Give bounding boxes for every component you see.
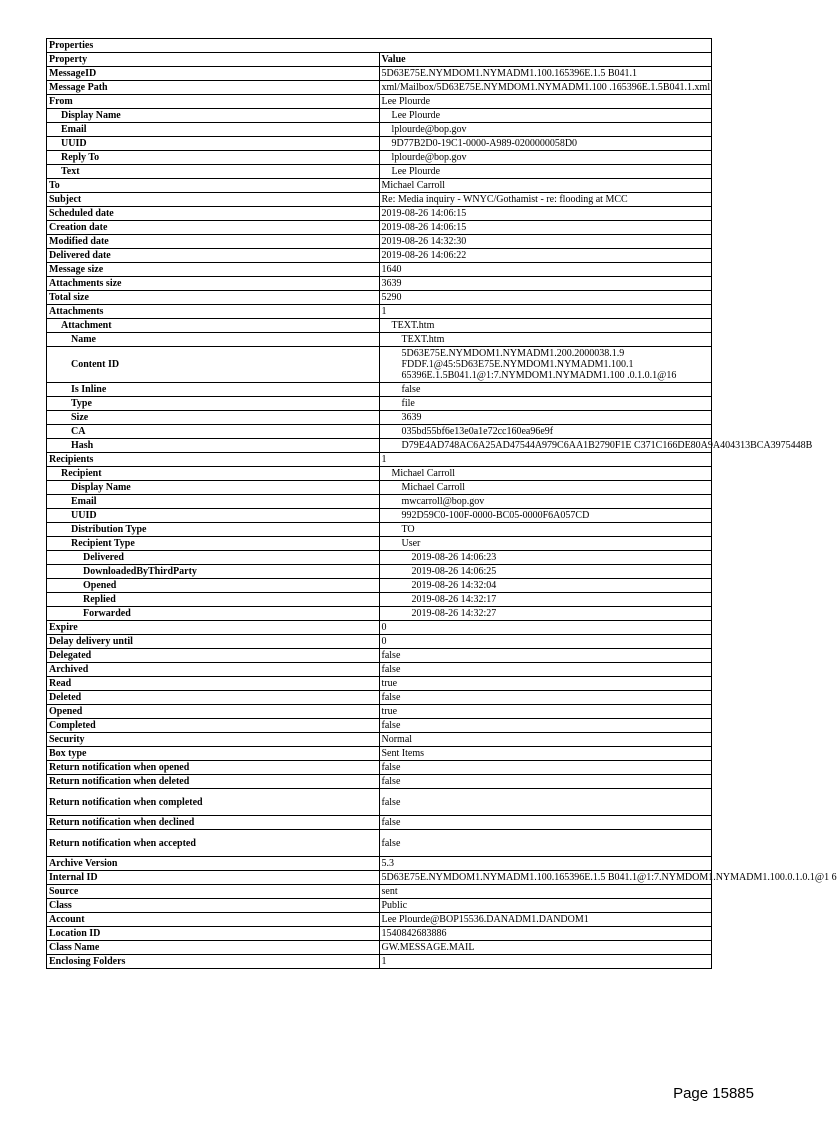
properties-table-body	[47, 39, 837, 969]
property-value: 035bd55bf6e13e0a1e72cc160ea96e9f	[379, 425, 712, 439]
table-row	[47, 411, 712, 425]
table-row	[47, 551, 712, 565]
property-value: mwcarroll@bop.gov	[379, 495, 712, 509]
table-row	[47, 565, 712, 579]
property-name: Display Name	[47, 481, 380, 495]
property-name: Delay delivery until	[47, 635, 380, 649]
table-row	[47, 761, 712, 775]
table-row	[47, 95, 712, 109]
table-row	[47, 913, 712, 927]
property-value: 0	[379, 635, 712, 649]
property-value: 2019-08-26 14:32:30	[379, 235, 712, 249]
table-title-row	[47, 39, 712, 53]
property-name: Total size	[47, 291, 380, 305]
property-name: Delivered date	[47, 249, 380, 263]
property-name: Security	[47, 733, 380, 747]
property-name: Read	[47, 677, 380, 691]
property-name: Modified date	[47, 235, 380, 249]
property-name: Archived	[47, 663, 380, 677]
property-name: Expire	[47, 621, 380, 635]
property-value: 3639	[379, 411, 712, 425]
property-name: CA	[47, 425, 380, 439]
table-row	[47, 649, 712, 663]
property-value: 2019-08-26 14:06:15	[379, 221, 712, 235]
property-value: xml/Mailbox/5D63E75E.NYMDOM1.NYMADM1.100 .165396E.1.5B041.1.xml	[379, 81, 712, 95]
property-value: true	[379, 677, 712, 691]
table-row	[47, 705, 712, 719]
property-value: lplourde@bop.gov	[379, 123, 712, 137]
property-value: Lee Plourde@BOP15536.DANADM1.DANDOM1	[379, 913, 712, 927]
column-header-property: Property	[47, 53, 380, 67]
property-name: Delegated	[47, 649, 380, 663]
table-row	[47, 193, 712, 207]
table-row	[47, 607, 712, 621]
property-name: Distribution Type	[47, 523, 380, 537]
property-value: Michael Carroll	[379, 179, 712, 193]
property-value: 1	[379, 955, 712, 969]
property-name: Email	[47, 495, 380, 509]
table-row	[47, 137, 712, 151]
property-name: Class Name	[47, 941, 380, 955]
property-name: Deleted	[47, 691, 380, 705]
table-row	[47, 165, 712, 179]
property-name: Return notification when opened	[47, 761, 380, 775]
table-row	[47, 579, 712, 593]
property-name: Recipient Type	[47, 537, 380, 551]
property-value: 1640	[379, 263, 712, 277]
property-name: Type	[47, 397, 380, 411]
property-value: 1	[379, 305, 712, 319]
table-row	[47, 523, 712, 537]
table-row	[47, 691, 712, 705]
property-name: UUID	[47, 137, 380, 151]
property-name: Opened	[47, 705, 380, 719]
property-value: false	[379, 649, 712, 663]
table-row	[47, 333, 712, 347]
property-value: 1	[379, 453, 712, 467]
property-value: Public	[379, 899, 712, 913]
property-name: Hash	[47, 439, 380, 453]
property-value: 2019-08-26 14:06:25	[379, 565, 712, 579]
table-row	[47, 635, 712, 649]
property-value: false	[379, 775, 712, 789]
property-name: Completed	[47, 719, 380, 733]
property-value: 1540842683886	[379, 927, 712, 941]
property-value: TEXT.htm	[379, 333, 712, 347]
property-value: 2019-08-26 14:06:23	[379, 551, 712, 565]
property-name: Content ID	[47, 347, 380, 383]
property-name: Name	[47, 333, 380, 347]
table-row	[47, 871, 712, 885]
property-value: false	[379, 663, 712, 677]
property-value: 5290	[379, 291, 712, 305]
property-value: 0	[379, 621, 712, 635]
table-row	[47, 235, 712, 249]
property-name: Class	[47, 899, 380, 913]
property-value: 2019-08-26 14:32:17	[379, 593, 712, 607]
property-value: 2019-08-26 14:06:15	[379, 207, 712, 221]
property-name: Box type	[47, 747, 380, 761]
property-name: DownloadedByThirdParty	[47, 565, 380, 579]
table-row	[47, 495, 712, 509]
property-value: 5.3	[379, 857, 712, 871]
table-row	[47, 927, 712, 941]
table-row	[47, 151, 712, 165]
property-value: Re: Media inquiry - WNYC/Gothamist - re: flooding at MCC	[379, 193, 712, 207]
table-row	[47, 319, 712, 333]
property-name: Attachment	[47, 319, 380, 333]
table-row	[47, 277, 712, 291]
table-row	[47, 453, 712, 467]
table-row	[47, 67, 712, 81]
property-value: true	[379, 705, 712, 719]
table-row	[47, 941, 712, 955]
table-row	[47, 593, 712, 607]
property-name: Email	[47, 123, 380, 137]
property-value: 2019-08-26 14:32:04	[379, 579, 712, 593]
property-value: Normal	[379, 733, 712, 747]
property-value: false	[379, 830, 712, 857]
property-name: Reply To	[47, 151, 380, 165]
property-name: Scheduled date	[47, 207, 380, 221]
table-row	[47, 899, 712, 913]
table-row	[47, 263, 712, 277]
property-value: 5D63E75E.NYMDOM1.NYMADM1.100.165396E.1.5 B041.1@1:7.NYMDOM1.NYMADM1.100.0.1.0.1@1 6	[379, 871, 712, 885]
table-row	[47, 221, 712, 235]
table-row	[47, 467, 712, 481]
property-value: false	[379, 761, 712, 775]
property-value: 2019-08-26 14:06:22	[379, 249, 712, 263]
property-name: Return notification when declined	[47, 816, 380, 830]
property-name: Recipient	[47, 467, 380, 481]
table-row	[47, 179, 712, 193]
property-name: Return notification when accepted	[47, 830, 380, 857]
table-row	[47, 789, 712, 816]
property-value: TEXT.htm	[379, 319, 712, 333]
property-value: User	[379, 537, 712, 551]
property-value: 3639	[379, 277, 712, 291]
table-row	[47, 481, 712, 495]
table-row	[47, 830, 712, 857]
table-row	[47, 719, 712, 733]
property-name: Display Name	[47, 109, 380, 123]
property-name: Message Path	[47, 81, 380, 95]
property-name: Enclosing Folders	[47, 955, 380, 969]
table-row	[47, 663, 712, 677]
property-value: 2019-08-26 14:32:27	[379, 607, 712, 621]
table-row	[47, 621, 712, 635]
property-value: D79E4AD748AC6A25AD47544A979C6AA1B2790F1E C371C166DE80A9A404313BCA3975448B	[379, 439, 712, 453]
property-value: file	[379, 397, 712, 411]
property-value: Lee Plourde	[379, 95, 712, 109]
property-name: Text	[47, 165, 380, 179]
property-name: Recipients	[47, 453, 380, 467]
property-value: Lee Plourde	[379, 165, 712, 179]
property-value: false	[379, 719, 712, 733]
table-row	[47, 291, 712, 305]
table-row	[47, 733, 712, 747]
table-row	[47, 305, 712, 319]
column-header-row	[47, 53, 712, 67]
property-name: Account	[47, 913, 380, 927]
property-value: sent	[379, 885, 712, 899]
property-value: Sent Items	[379, 747, 712, 761]
property-name: Delivered	[47, 551, 380, 565]
property-value: 5D63E75E.NYMDOM1.NYMADM1.200.2000038.1.9 FDDF.1@45:5D63E75E.NYMDOM1.NYMADM1.100.1 65396E.1.5B041.1@1:7.NYMDOM1.NYMADM1.100 .0.1.0.1@16	[379, 347, 712, 383]
property-value: false	[379, 383, 712, 397]
table-row	[47, 207, 712, 221]
table-row	[47, 816, 712, 830]
property-value: 5D63E75E.NYMDOM1.NYMADM1.100.165396E.1.5 B041.1	[379, 67, 712, 81]
property-name: Location ID	[47, 927, 380, 941]
table-row	[47, 955, 712, 969]
table-row	[47, 81, 712, 95]
table-row	[47, 439, 712, 453]
table-row	[47, 383, 712, 397]
property-name: Creation date	[47, 221, 380, 235]
property-name: Attachments size	[47, 277, 380, 291]
page-number: Page 15885	[673, 1085, 754, 1102]
property-name: From	[47, 95, 380, 109]
property-name: Replied	[47, 593, 380, 607]
table-row	[47, 397, 712, 411]
property-value: GW.MESSAGE.MAIL	[379, 941, 712, 955]
property-value: false	[379, 691, 712, 705]
table-row	[47, 249, 712, 263]
property-value: Lee Plourde	[379, 109, 712, 123]
property-name: UUID	[47, 509, 380, 523]
property-name: Return notification when completed	[47, 789, 380, 816]
property-name: To	[47, 179, 380, 193]
property-name: Subject	[47, 193, 380, 207]
property-value: Michael Carroll	[379, 467, 712, 481]
table-row	[47, 537, 712, 551]
property-value: false	[379, 789, 712, 816]
table-row	[47, 123, 712, 137]
table-row	[47, 109, 712, 123]
property-name: Forwarded	[47, 607, 380, 621]
property-name: Source	[47, 885, 380, 899]
property-value: TO	[379, 523, 712, 537]
property-name: Message size	[47, 263, 380, 277]
column-header-value: Value	[379, 53, 712, 67]
table-row	[47, 775, 712, 789]
property-name: Archive Version	[47, 857, 380, 871]
property-name: Is Inline	[47, 383, 380, 397]
property-name: Opened	[47, 579, 380, 593]
property-value: 9D77B2D0-19C1-0000-A989-0200000058D0	[379, 137, 712, 151]
property-value: Michael Carroll	[379, 481, 712, 495]
table-row	[47, 425, 712, 439]
property-value: 992D59C0-100F-0000-BC05-0000F6A057CD	[379, 509, 712, 523]
property-name: Internal ID	[47, 871, 380, 885]
table-title: Properties	[47, 39, 712, 53]
table-row	[47, 885, 712, 899]
table-row	[47, 347, 712, 383]
table-row	[47, 857, 712, 871]
property-name: Size	[47, 411, 380, 425]
property-value: false	[379, 816, 712, 830]
property-name: MessageID	[47, 67, 380, 81]
property-value: lplourde@bop.gov	[379, 151, 712, 165]
property-name: Return notification when deleted	[47, 775, 380, 789]
table-row	[47, 747, 712, 761]
table-row	[47, 677, 712, 691]
properties-table	[46, 38, 837, 969]
table-row	[47, 509, 712, 523]
property-name: Attachments	[47, 305, 380, 319]
